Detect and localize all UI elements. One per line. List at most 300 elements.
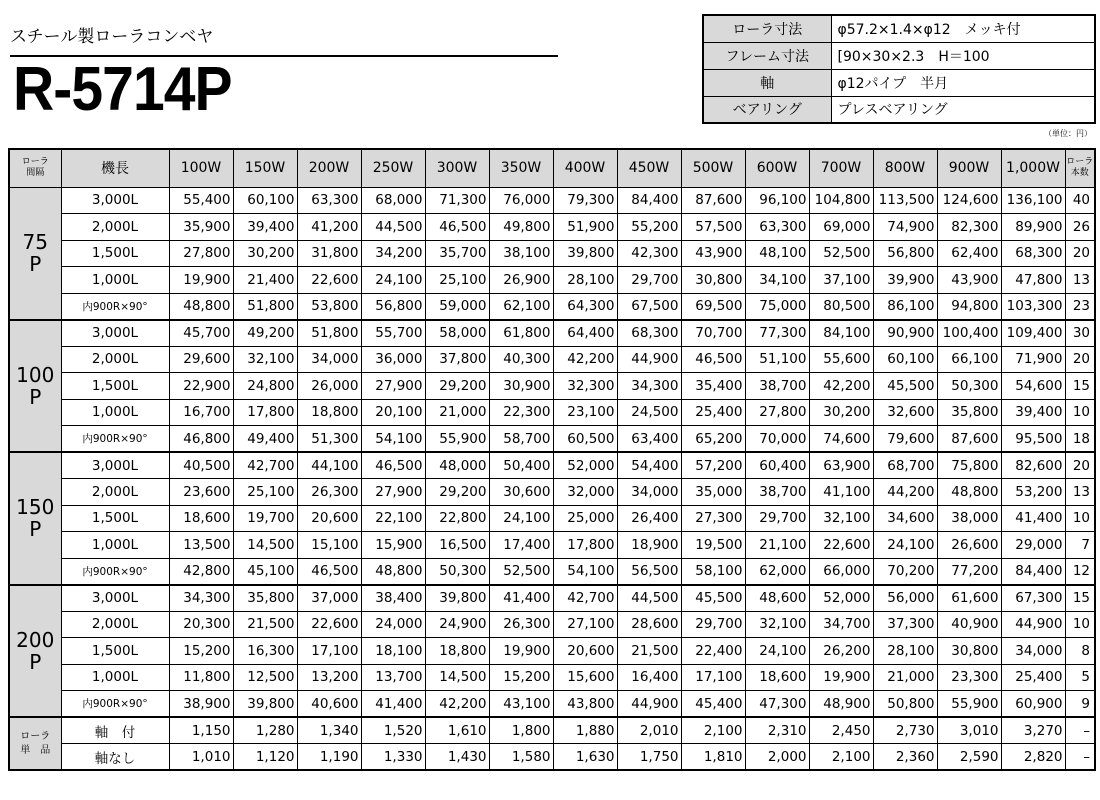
price-cell: 54,100 xyxy=(553,558,617,585)
price-cell: 29,200 xyxy=(425,373,489,400)
price-cell: 84,400 xyxy=(1001,558,1065,585)
row-length: 3,000L xyxy=(61,585,169,612)
price-cell: 1,330 xyxy=(361,744,425,771)
price-cell: 32,100 xyxy=(809,505,873,532)
price-cell: 21,000 xyxy=(425,399,489,426)
price-cell: 60,500 xyxy=(553,426,617,453)
price-cell: 113,500 xyxy=(873,187,937,214)
price-cell: 71,900 xyxy=(1001,346,1065,373)
price-cell: 25,100 xyxy=(233,479,297,506)
price-cell: 46,500 xyxy=(425,214,489,241)
price-cell: 82,600 xyxy=(1001,452,1065,479)
price-cell: 19,900 xyxy=(489,638,553,665)
price-cell: 1,800 xyxy=(489,717,553,744)
header-width: 900W xyxy=(937,149,1001,187)
price-cell: 46,500 xyxy=(297,558,361,585)
price-cell: 76,000 xyxy=(489,187,553,214)
price-cell: 43,900 xyxy=(681,240,745,267)
price-cell: 22,600 xyxy=(809,532,873,559)
price-cell: 16,300 xyxy=(233,638,297,665)
price-cell: 42,200 xyxy=(425,691,489,718)
price-cell: 34,100 xyxy=(745,267,809,294)
price-cell: 38,000 xyxy=(937,505,1001,532)
price-cell: 35,400 xyxy=(681,373,745,400)
price-cell: 32,100 xyxy=(233,346,297,373)
table-row xyxy=(9,691,1095,718)
row-length: 内900R×90° xyxy=(61,558,169,585)
price-cell: 45,100 xyxy=(233,558,297,585)
price-cell: 36,000 xyxy=(361,346,425,373)
price-cell: 16,500 xyxy=(425,532,489,559)
price-cell: 54,600 xyxy=(1001,373,1065,400)
price-cell: 45,500 xyxy=(681,585,745,612)
row-length: 2,000L xyxy=(61,214,169,241)
price-cell: 2,310 xyxy=(745,717,809,744)
header-width: 300W xyxy=(425,149,489,187)
price-cell: 23,600 xyxy=(169,479,233,506)
price-cell: 62,000 xyxy=(745,558,809,585)
table-row xyxy=(9,664,1095,691)
price-cell: 20,600 xyxy=(553,638,617,665)
row-length: 2,000L xyxy=(61,479,169,506)
price-cell: 68,000 xyxy=(361,187,425,214)
price-cell: 1,520 xyxy=(361,717,425,744)
price-cell: 96,100 xyxy=(745,187,809,214)
price-cell: 51,900 xyxy=(553,214,617,241)
price-cell: 18,900 xyxy=(617,532,681,559)
price-cell: 60,400 xyxy=(745,452,809,479)
price-cell: 32,000 xyxy=(553,479,617,506)
price-cell: 65,200 xyxy=(681,426,745,453)
table-row xyxy=(9,638,1095,665)
price-cell: 30,800 xyxy=(937,638,1001,665)
price-cell: 90,900 xyxy=(873,320,937,347)
price-cell: 38,400 xyxy=(361,585,425,612)
row-length: 1,500L xyxy=(61,638,169,665)
price-cell: 27,800 xyxy=(745,399,809,426)
table-row xyxy=(9,320,1095,347)
row-length: 1,500L xyxy=(61,505,169,532)
price-cell: 75,800 xyxy=(937,452,1001,479)
price-cell: 44,500 xyxy=(617,585,681,612)
price-cell: 24,100 xyxy=(489,505,553,532)
row-length: 1,000L xyxy=(61,399,169,426)
price-cell: 2,360 xyxy=(873,744,937,771)
price-cell: 24,500 xyxy=(617,399,681,426)
price-cell: 77,300 xyxy=(745,320,809,347)
spec-label: 軸 xyxy=(703,69,831,96)
price-cell: 22,900 xyxy=(169,373,233,400)
price-cell: 109,400 xyxy=(1001,320,1065,347)
price-cell: 37,100 xyxy=(809,267,873,294)
price-cell: 2,100 xyxy=(681,717,745,744)
price-cell: 37,800 xyxy=(425,346,489,373)
row-length: 内900R×90° xyxy=(61,426,169,453)
price-cell: 15,900 xyxy=(361,532,425,559)
roller-count-cell: 20 xyxy=(1065,452,1095,479)
price-cell: 70,700 xyxy=(681,320,745,347)
row-length: 1,500L xyxy=(61,240,169,267)
price-cell: 1,430 xyxy=(425,744,489,771)
price-cell: 41,400 xyxy=(1001,505,1065,532)
price-cell: 68,700 xyxy=(873,452,937,479)
price-cell: 27,800 xyxy=(169,240,233,267)
spec-label: ローラ寸法 xyxy=(703,15,831,42)
price-cell: 61,600 xyxy=(937,585,1001,612)
price-cell: 67,300 xyxy=(1001,585,1065,612)
roller-count-cell: 15 xyxy=(1065,585,1095,612)
price-cell: 28,100 xyxy=(553,267,617,294)
price-cell: 1,750 xyxy=(617,744,681,771)
price-cell: 30,200 xyxy=(233,240,297,267)
table-row xyxy=(9,452,1095,479)
header-width: 450W xyxy=(617,149,681,187)
price-cell: 56,500 xyxy=(617,558,681,585)
header-width: 700W xyxy=(809,149,873,187)
price-cell: 34,300 xyxy=(617,373,681,400)
price-cell: 52,500 xyxy=(809,240,873,267)
price-cell: 34,600 xyxy=(873,505,937,532)
price-cell: 71,300 xyxy=(425,187,489,214)
price-cell: 2,590 xyxy=(937,744,1001,771)
unit-note: （単位：円） xyxy=(1044,129,1092,138)
price-cell: 40,300 xyxy=(489,346,553,373)
table-row xyxy=(9,479,1095,506)
price-table-header xyxy=(9,149,1095,187)
price-cell: 1,280 xyxy=(233,717,297,744)
price-cell: 1,810 xyxy=(681,744,745,771)
price-cell: 41,400 xyxy=(361,691,425,718)
roller-count-cell: 13 xyxy=(1065,479,1095,506)
header-roller-count: ローラ 本数 xyxy=(1065,149,1095,187)
price-cell: 87,600 xyxy=(681,187,745,214)
price-cell: 39,800 xyxy=(553,240,617,267)
price-cell: 29,700 xyxy=(681,611,745,638)
price-cell: 63,300 xyxy=(745,214,809,241)
price-cell: 29,000 xyxy=(1001,532,1065,559)
price-cell: 24,800 xyxy=(233,373,297,400)
price-cell: 1,190 xyxy=(297,744,361,771)
roller-count-cell: 10 xyxy=(1065,399,1095,426)
price-cell: 47,300 xyxy=(745,691,809,718)
table-row xyxy=(9,611,1095,638)
price-cell: 37,000 xyxy=(297,585,361,612)
price-cell: 20,300 xyxy=(169,611,233,638)
price-cell: 70,200 xyxy=(873,558,937,585)
price-cell: 17,100 xyxy=(681,664,745,691)
price-cell: 63,300 xyxy=(297,187,361,214)
price-cell: 55,700 xyxy=(361,320,425,347)
price-cell: 1,580 xyxy=(489,744,553,771)
price-cell: 87,600 xyxy=(937,426,1001,453)
header-width: 800W xyxy=(873,149,937,187)
roller-count-cell: 23 xyxy=(1065,293,1095,320)
price-cell: 46,800 xyxy=(169,426,233,453)
price-cell: 94,800 xyxy=(937,293,1001,320)
price-cell: 80,500 xyxy=(809,293,873,320)
price-cell: 22,100 xyxy=(361,505,425,532)
price-cell: 42,700 xyxy=(233,452,297,479)
table-row xyxy=(9,558,1095,585)
price-cell: 30,200 xyxy=(809,399,873,426)
row-length: 3,000L xyxy=(61,320,169,347)
price-cell: 18,600 xyxy=(745,664,809,691)
header-length: 機長 xyxy=(61,149,169,187)
price-cell: 42,300 xyxy=(617,240,681,267)
price-cell: 82,300 xyxy=(937,214,1001,241)
price-cell: 17,800 xyxy=(553,532,617,559)
price-cell: 30,600 xyxy=(489,479,553,506)
price-cell: 104,800 xyxy=(809,187,873,214)
price-cell: 57,200 xyxy=(681,452,745,479)
table-row xyxy=(9,717,1095,744)
price-cell: 44,900 xyxy=(1001,611,1065,638)
price-cell: 44,900 xyxy=(617,691,681,718)
price-cell: 39,400 xyxy=(1001,399,1065,426)
price-cell: 48,000 xyxy=(425,452,489,479)
spec-table xyxy=(702,14,1096,124)
price-cell: 47,800 xyxy=(1001,267,1065,294)
price-cell: 32,100 xyxy=(745,611,809,638)
price-cell: 34,700 xyxy=(809,611,873,638)
price-cell: 29,700 xyxy=(745,505,809,532)
roller-count-cell: – xyxy=(1065,717,1095,744)
price-cell: 40,600 xyxy=(297,691,361,718)
price-cell: 22,400 xyxy=(681,638,745,665)
price-cell: 66,100 xyxy=(937,346,1001,373)
price-cell: 63,400 xyxy=(617,426,681,453)
price-cell: 55,900 xyxy=(937,691,1001,718)
price-cell: 48,800 xyxy=(937,479,1001,506)
price-cell: 25,400 xyxy=(681,399,745,426)
price-cell: 26,900 xyxy=(489,267,553,294)
spec-value: φ57.2×1.4×φ12 メッキ付 xyxy=(831,15,1095,42)
price-cell: 2,820 xyxy=(1001,744,1065,771)
row-length: 1,000L xyxy=(61,664,169,691)
spec-row xyxy=(703,69,1095,96)
price-cell: 24,100 xyxy=(361,267,425,294)
row-length: 内900R×90° xyxy=(61,691,169,718)
price-cell: 50,300 xyxy=(425,558,489,585)
price-cell: 35,000 xyxy=(681,479,745,506)
price-cell: 43,900 xyxy=(937,267,1001,294)
price-cell: 51,800 xyxy=(233,293,297,320)
price-cell: 50,400 xyxy=(489,452,553,479)
price-cell: 42,800 xyxy=(169,558,233,585)
price-cell: 18,800 xyxy=(425,638,489,665)
price-cell: 27,900 xyxy=(361,479,425,506)
price-cell: 22,300 xyxy=(489,399,553,426)
price-cell: 15,200 xyxy=(489,664,553,691)
table-row xyxy=(9,505,1095,532)
price-cell: 1,010 xyxy=(169,744,233,771)
price-cell: 46,500 xyxy=(361,452,425,479)
price-cell: 27,300 xyxy=(681,505,745,532)
spec-label: ベアリング xyxy=(703,96,831,123)
price-cell: 14,500 xyxy=(425,664,489,691)
price-cell: 68,300 xyxy=(617,320,681,347)
price-cell: 2,450 xyxy=(809,717,873,744)
price-cell: 22,800 xyxy=(425,505,489,532)
spec-value: プレスベアリング xyxy=(831,96,1095,123)
price-cell: 86,100 xyxy=(873,293,937,320)
price-cell: 24,900 xyxy=(425,611,489,638)
header-width: 100W xyxy=(169,149,233,187)
spec-value: φ12パイプ 半月 xyxy=(831,69,1095,96)
table-row xyxy=(9,214,1095,241)
header-width: 150W xyxy=(233,149,297,187)
price-cell: 44,900 xyxy=(617,346,681,373)
price-cell: 61,800 xyxy=(489,320,553,347)
group-label-pitch: 150 P xyxy=(9,452,61,585)
header-width: 250W xyxy=(361,149,425,187)
roller-count-cell: 18 xyxy=(1065,426,1095,453)
roller-count-cell: 9 xyxy=(1065,691,1095,718)
row-length: 軸なし xyxy=(61,744,169,771)
group-label-pitch: 100 P xyxy=(9,320,61,453)
table-row xyxy=(9,293,1095,320)
price-cell: 56,800 xyxy=(361,293,425,320)
price-cell: 38,700 xyxy=(745,479,809,506)
price-cell: 50,800 xyxy=(873,691,937,718)
price-cell: 2,100 xyxy=(809,744,873,771)
price-cell: 55,200 xyxy=(617,214,681,241)
price-cell: 1,150 xyxy=(169,717,233,744)
price-cell: 84,100 xyxy=(809,320,873,347)
price-cell: 19,900 xyxy=(809,664,873,691)
price-cell: 79,600 xyxy=(873,426,937,453)
price-cell: 48,100 xyxy=(745,240,809,267)
price-cell: 44,500 xyxy=(361,214,425,241)
price-cell: 41,400 xyxy=(489,585,553,612)
price-cell: 25,100 xyxy=(425,267,489,294)
price-cell: 21,500 xyxy=(617,638,681,665)
row-length: 内900R×90° xyxy=(61,293,169,320)
price-cell: 30,900 xyxy=(489,373,553,400)
price-cell: 74,900 xyxy=(873,214,937,241)
price-cell: 21,400 xyxy=(233,267,297,294)
price-cell: 49,800 xyxy=(489,214,553,241)
price-cell: 27,100 xyxy=(553,611,617,638)
price-cell: 16,400 xyxy=(617,664,681,691)
price-cell: 48,800 xyxy=(169,293,233,320)
price-cell: 17,800 xyxy=(233,399,297,426)
row-length: 軸 付 xyxy=(61,717,169,744)
price-cell: 31,800 xyxy=(297,240,361,267)
price-cell: 25,000 xyxy=(553,505,617,532)
price-cell: 28,600 xyxy=(617,611,681,638)
price-cell: 89,900 xyxy=(1001,214,1065,241)
price-cell: 35,800 xyxy=(233,585,297,612)
price-cell: 34,300 xyxy=(169,585,233,612)
price-cell: 45,700 xyxy=(169,320,233,347)
header-width: 200W xyxy=(297,149,361,187)
price-cell: 45,400 xyxy=(681,691,745,718)
price-cell: 24,000 xyxy=(361,611,425,638)
price-cell: 58,000 xyxy=(425,320,489,347)
price-cell: 35,900 xyxy=(169,214,233,241)
price-cell: 51,300 xyxy=(297,426,361,453)
price-cell: 53,800 xyxy=(297,293,361,320)
price-cell: 35,700 xyxy=(425,240,489,267)
header-width: 350W xyxy=(489,149,553,187)
price-cell: 16,700 xyxy=(169,399,233,426)
price-cell: 12,500 xyxy=(233,664,297,691)
table-row xyxy=(9,532,1095,559)
spec-row xyxy=(703,15,1095,42)
price-cell: 64,300 xyxy=(553,293,617,320)
price-cell: 32,300 xyxy=(553,373,617,400)
price-cell: 15,600 xyxy=(553,664,617,691)
price-cell: 21,000 xyxy=(873,664,937,691)
price-cell: 79,300 xyxy=(553,187,617,214)
price-cell: 64,400 xyxy=(553,320,617,347)
price-cell: 21,500 xyxy=(233,611,297,638)
price-cell: 66,000 xyxy=(809,558,873,585)
price-cell: 13,500 xyxy=(169,532,233,559)
table-row xyxy=(9,399,1095,426)
roller-count-cell: 40 xyxy=(1065,187,1095,214)
price-cell: 13,700 xyxy=(361,664,425,691)
price-cell: 1,630 xyxy=(553,744,617,771)
price-cell: 18,100 xyxy=(361,638,425,665)
roller-count-cell: 15 xyxy=(1065,373,1095,400)
roller-count-cell: 5 xyxy=(1065,664,1095,691)
table-row xyxy=(9,373,1095,400)
price-cell: 42,200 xyxy=(809,373,873,400)
price-cell: 2,000 xyxy=(745,744,809,771)
price-cell: 34,000 xyxy=(297,346,361,373)
table-row xyxy=(9,187,1095,214)
roller-count-cell: 26 xyxy=(1065,214,1095,241)
table-row xyxy=(9,426,1095,453)
product-category: スチール製ローラコンベヤ xyxy=(10,27,214,47)
price-cell: 77,200 xyxy=(937,558,1001,585)
price-cell: 46,500 xyxy=(681,346,745,373)
price-cell: 11,800 xyxy=(169,664,233,691)
price-cell: 3,270 xyxy=(1001,717,1065,744)
price-cell: 43,800 xyxy=(553,691,617,718)
price-cell: 51,800 xyxy=(297,320,361,347)
row-length: 2,000L xyxy=(61,611,169,638)
table-row xyxy=(9,267,1095,294)
price-cell: 60,100 xyxy=(873,346,937,373)
table-row xyxy=(9,240,1095,267)
header-width: 400W xyxy=(553,149,617,187)
price-cell: 38,100 xyxy=(489,240,553,267)
price-cell: 39,900 xyxy=(873,267,937,294)
price-cell: 44,200 xyxy=(873,479,937,506)
table-row xyxy=(9,585,1095,612)
roller-count-cell: 10 xyxy=(1065,505,1095,532)
price-cell: 19,900 xyxy=(169,267,233,294)
price-cell: 39,800 xyxy=(233,691,297,718)
price-cell: 38,900 xyxy=(169,691,233,718)
price-cell: 1,610 xyxy=(425,717,489,744)
spec-label: フレーム寸法 xyxy=(703,42,831,69)
row-length: 3,000L xyxy=(61,187,169,214)
price-cell: 14,500 xyxy=(233,532,297,559)
price-cell: 19,500 xyxy=(681,532,745,559)
price-cell: 52,000 xyxy=(553,452,617,479)
price-cell: 69,000 xyxy=(809,214,873,241)
price-cell: 49,200 xyxy=(233,320,297,347)
price-cell: 100,400 xyxy=(937,320,1001,347)
table-row xyxy=(9,744,1095,771)
roller-count-cell: 20 xyxy=(1065,240,1095,267)
price-cell: 52,500 xyxy=(489,558,553,585)
row-length: 1,000L xyxy=(61,267,169,294)
